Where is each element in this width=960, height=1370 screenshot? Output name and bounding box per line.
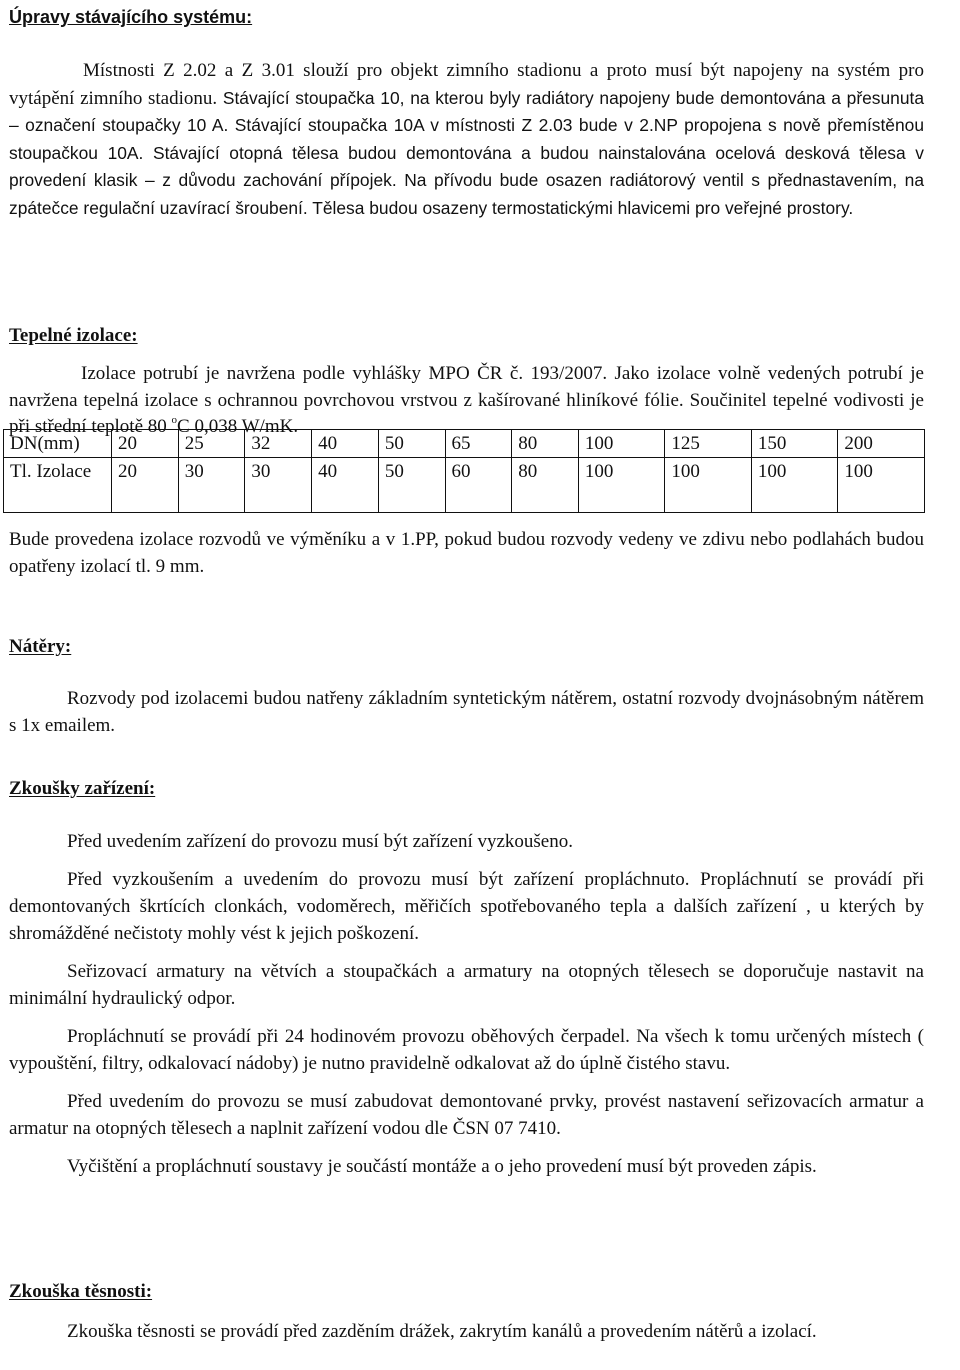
- table-cell: 40: [312, 458, 379, 513]
- table-cell: 50: [378, 458, 445, 513]
- izolace-text-c: Součinitel tepelné vodivosti je při střední teplotě 80: [9, 389, 924, 437]
- section-izolace-note: [9, 526, 924, 580]
- table-cell: 32: [245, 430, 312, 458]
- paragraph-izolace-rozvody: Bude provedena izolace rozvodů ve výměníku a v 1.PP, pokud budou rozvody vedeny ve zdivu nebo podlahách budou opatřeny izolací tl. 9 mm.: [9, 529, 924, 577]
- insulation-table: [3, 429, 925, 513]
- section-izolace: [9, 322, 924, 441]
- heading-natery: Nátěry:: [9, 636, 72, 657]
- izolace-text-a: Izolace potrubí je navržena podle vyhlášky MPO ČR č. 193/2007.: [81, 363, 608, 384]
- paragraph-zkousky-1: Před uvedením zařízení do provozu musí být zařízení vyzkoušeno.: [67, 831, 573, 852]
- paragraph-zkousky-5: Před uvedením do provozu se musí zabudovat demontované prvky, provést nastavení seřizovacích armatur a armatur na otopných tělesech a naplnit zařízení vodou dle ČSN 07 7410.: [9, 1091, 924, 1139]
- paragraph-upravy: [9, 57, 924, 222]
- heading-upravy: Úpravy stávajícího systému:: [9, 7, 253, 27]
- table-row: [4, 430, 925, 458]
- table-cell: 125: [665, 430, 752, 458]
- table-cell: 20: [112, 430, 179, 458]
- table-cell: 50: [378, 430, 445, 458]
- degree-superscript: o: [171, 413, 178, 426]
- paragraph-zkousky-4: Propláchnutí se provádí při 24 hodinovém provozu oběhových čerpadel. Na všech k tomu určených místech ( vypouštění, filtry, odkalovací nádoby) je nutno pravidelně odkalovat až do úplně čistého stavu.: [9, 1026, 924, 1074]
- table-cell: 200: [838, 430, 925, 458]
- table-cell: 100: [665, 458, 752, 513]
- upravy-text-serif: Místnosti Z 2.02 a Z 3.01 slouží pro objekt zimního stadionu a proto musí být napojeny na systém pro vytápění zimního stadionu.: [9, 60, 924, 109]
- table-cell: 40: [312, 430, 379, 458]
- table-cell: 20: [112, 458, 179, 513]
- izolace-text-d: C 0,038 W/mK.: [177, 416, 299, 437]
- izolace-text-b: Jako izolace volně vedených potrubí je navržena tepelná izolace s ochrannou povrchovou vrstvou z kašírované hliníkové fólie.: [9, 363, 924, 411]
- heading-tesnost: Zkouška těsnosti:: [9, 1281, 153, 1302]
- table-cell: 25: [178, 430, 245, 458]
- table-cell: 80: [512, 458, 579, 513]
- table-row: [4, 458, 925, 513]
- table-cell: 100: [751, 458, 838, 513]
- table-cell: 30: [178, 458, 245, 513]
- table-cell: 100: [578, 458, 665, 513]
- paragraph-tesnost: Zkouška těsnosti se provádí před zazděním drážek, zakrytím kanálů a provedením nátěrů a izolací.: [67, 1321, 817, 1342]
- table-cell: 100: [838, 458, 925, 513]
- section-tesnost: [9, 1278, 924, 1345]
- table-row-header: Tl. Izolace: [4, 458, 112, 513]
- table-cell: 60: [445, 458, 512, 513]
- table-cell: 65: [445, 430, 512, 458]
- table-row-header: DN(mm): [4, 430, 112, 458]
- paragraph-zkousky-2: Před vyzkoušením a uvedením do provozu musí být zařízení propláchnuto. Propláchnutí se provádí při demontovaných škrtících clonkách, vodoměrech, měřičích spotřebovaného tepla a dalších zařízení , u kterých by shromážděné nečistoty mohly vést k jejich poškození.: [9, 869, 924, 944]
- paragraph-zkousky-6: Vyčištění a propláchnutí soustavy je součástí montáže a o jeho provedení musí být proveden zápis.: [67, 1156, 817, 1177]
- section-zkousky: [9, 775, 924, 1180]
- section-upravy: [9, 4, 924, 222]
- paragraph-zkousky-3: Seřizovací armatury na větvích a stoupačkách a armatury na otopných tělesech se doporučuje nastavit na minimální hydraulický odpor.: [9, 961, 924, 1009]
- table-cell: 150: [751, 430, 838, 458]
- table-cell: 30: [245, 458, 312, 513]
- table-cell: 80: [512, 430, 579, 458]
- heading-izolace: Tepelné izolace:: [9, 325, 138, 346]
- table-cell: 100: [578, 430, 665, 458]
- upravy-text-sans: Stávající stoupačka 10, na kterou byly radiátory napojeny bude demontována a přesunuta – označení stoupačky 10 A. Stávající stoupačka 10A v místnosti Z 2.03 bude v 2.NP propojena s nově přemístěnou stoupačkou 10A. Stávající otopná tělesa budou demontována a budou nainstalována ocelová desková tělesa v provedení klasik – z důvodu zachování přípojek. Na přívodu bude osazen radiátorový ventil s přednastavením, na zpátečce regulační uzavírací šroubení. Tělesa budou osazeny termostatickými hlavicemi pro veřejné prostory.: [9, 87, 925, 218]
- section-natery: [9, 633, 924, 739]
- heading-zkousky: Zkoušky zařízení:: [9, 778, 156, 799]
- paragraph-natery: Rozvody pod izolacemi budou natřeny základním syntetickým nátěrem, ostatní rozvody dvojnásobným nátěrem s 1x emailem.: [9, 688, 924, 736]
